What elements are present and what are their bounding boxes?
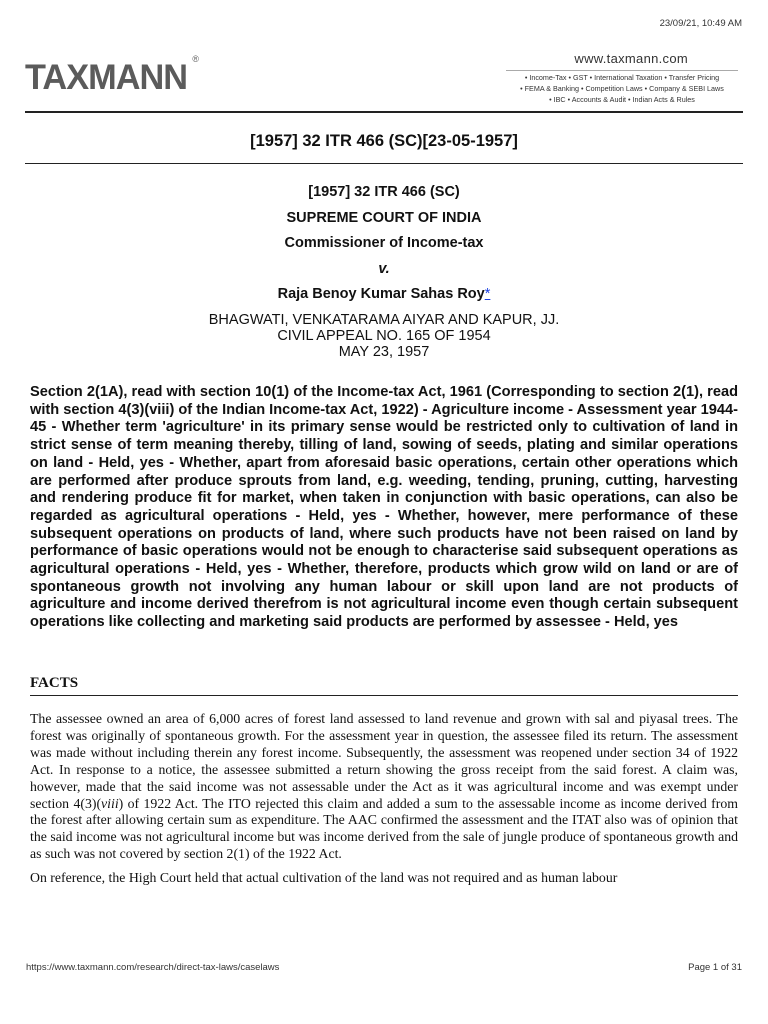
- facts-divider: [30, 695, 738, 696]
- facts-text: The assessee owned an area of 6,000 acres of forest land assessed to land revenue and grown with sal and piyasal trees. The forest was originally of spontaneous growth. For the assessment year in question, the assessee filed its return. The assessment was made without including therein any forest income. Subsequently, the assessment was reopened under section 34 of 1922 Act. In response to a notice, the assessee submitted a return showing the gross receipt from the said forest. A claim was, however, made that the said income was not assessable under the Act as it was agricultural income and was exempt under section 4(3)(: [30, 711, 738, 811]
- page-number: Page 1 of 31: [688, 962, 742, 973]
- appellant-name: Commissioner of Income-tax: [284, 235, 484, 251]
- versus-label: v.: [378, 260, 390, 277]
- court-name: SUPREME COURT OF INDIA: [286, 209, 482, 226]
- facts-paragraph: On reference, the High Court held that actual cultivation of the land was not required and as human labour: [30, 870, 618, 886]
- website-link[interactable]: www.taxmann.com: [574, 51, 688, 66]
- respondent-name: Raja Benoy Kumar Sahas Roy: [277, 286, 485, 302]
- logo-text: TAXMANN: [25, 58, 188, 97]
- footer-url[interactable]: https://www.taxmann.com/research/direct-tax-laws/caselaws: [26, 962, 280, 973]
- services-line: • FEMA & Banking • Competition Laws • Company & SEBI Laws: [520, 84, 724, 93]
- footnote-link[interactable]: *: [484, 286, 491, 302]
- facts-text: ) of 1922 Act. The ITO rejected this claim and added a sum to the assessable income as income derived from the forest after allowing certain sum as expenditure. The AAC confirmed the assessment and the ITAT also was of opinion that the said income was not agricultural income but was income derived from the sale of jungle produce of spontaneous growth and as such was not covered by section 2(1) of the 1922 Act.: [30, 795, 738, 862]
- judgment-date: MAY 23, 1957: [338, 343, 430, 360]
- respondent-line: [0, 282, 768, 308]
- header-divider: [25, 111, 743, 113]
- case-citation: [1957] 32 ITR 466 (SC): [308, 184, 460, 200]
- services-line: • Income-Tax • GST • International Taxation • Transfer Pricing: [524, 73, 720, 82]
- document-title: [1957] 32 ITR 466 (SC)[23-05-1957]: [250, 132, 518, 150]
- facts-paragraph: [30, 711, 738, 863]
- registered-mark: ®: [192, 54, 199, 64]
- services-list: [506, 70, 738, 105]
- print-timestamp: 23/09/21, 10:49 AM: [659, 18, 742, 29]
- services-line: • IBC • Accounts & Audit • Indian Acts & Rules: [549, 95, 695, 104]
- appeal-number: CIVIL APPEAL NO. 165 OF 1954: [277, 327, 491, 344]
- headnote: Section 2(1A), read with section 10(1) of the Income-tax Act, 1961 (Corresponding to section 2(1), read with section 4(3)(viii) of the Indian Income-tax Act, 1922) - Agriculture income - Assessment year 1944-45 - Whether term 'agriculture' in its primary sense would be restricted only to cultivation of land in strict sense of term meaning thereby, tilling of land, sowing of seeds, plating and similar operations on land - Held, yes - Whether, apart from aforesaid basic operations, certain other operations which are performed after produce sprouts from land, e.g. weeding, tending, pruning, cutting, harvesting and rendering produce fit for market, when taken in conjunction with basic operations, can also be regarded as agricultural operations - Held, yes - Whether, however, mere performance of these subsequent operations on products of land, where such products have not been raised on land by performance of basic operations would not be enough to characterise said subsequent operations as agricultural operations - Held, yes - Whether, therefore, products which grow wild on land or are of spontaneous growth not involving any human labour or skill upon land are not products of agriculture and income derived therefrom is not agricultural income even though certain subsequent operations like collecting and marketing said products are performed by assessee - Held, yes: [30, 384, 738, 631]
- case-details: [0, 180, 768, 360]
- page-header: [25, 52, 738, 110]
- bench-judges: BHAGWATI, VENKATARAMA AIYAR AND KAPUR, JJ.: [208, 311, 560, 328]
- title-divider: [25, 163, 743, 164]
- facts-body: [30, 711, 738, 894]
- taxmann-logo[interactable]: [25, 54, 199, 98]
- facts-text-italic: viii: [101, 795, 119, 811]
- facts-heading: FACTS: [30, 675, 79, 691]
